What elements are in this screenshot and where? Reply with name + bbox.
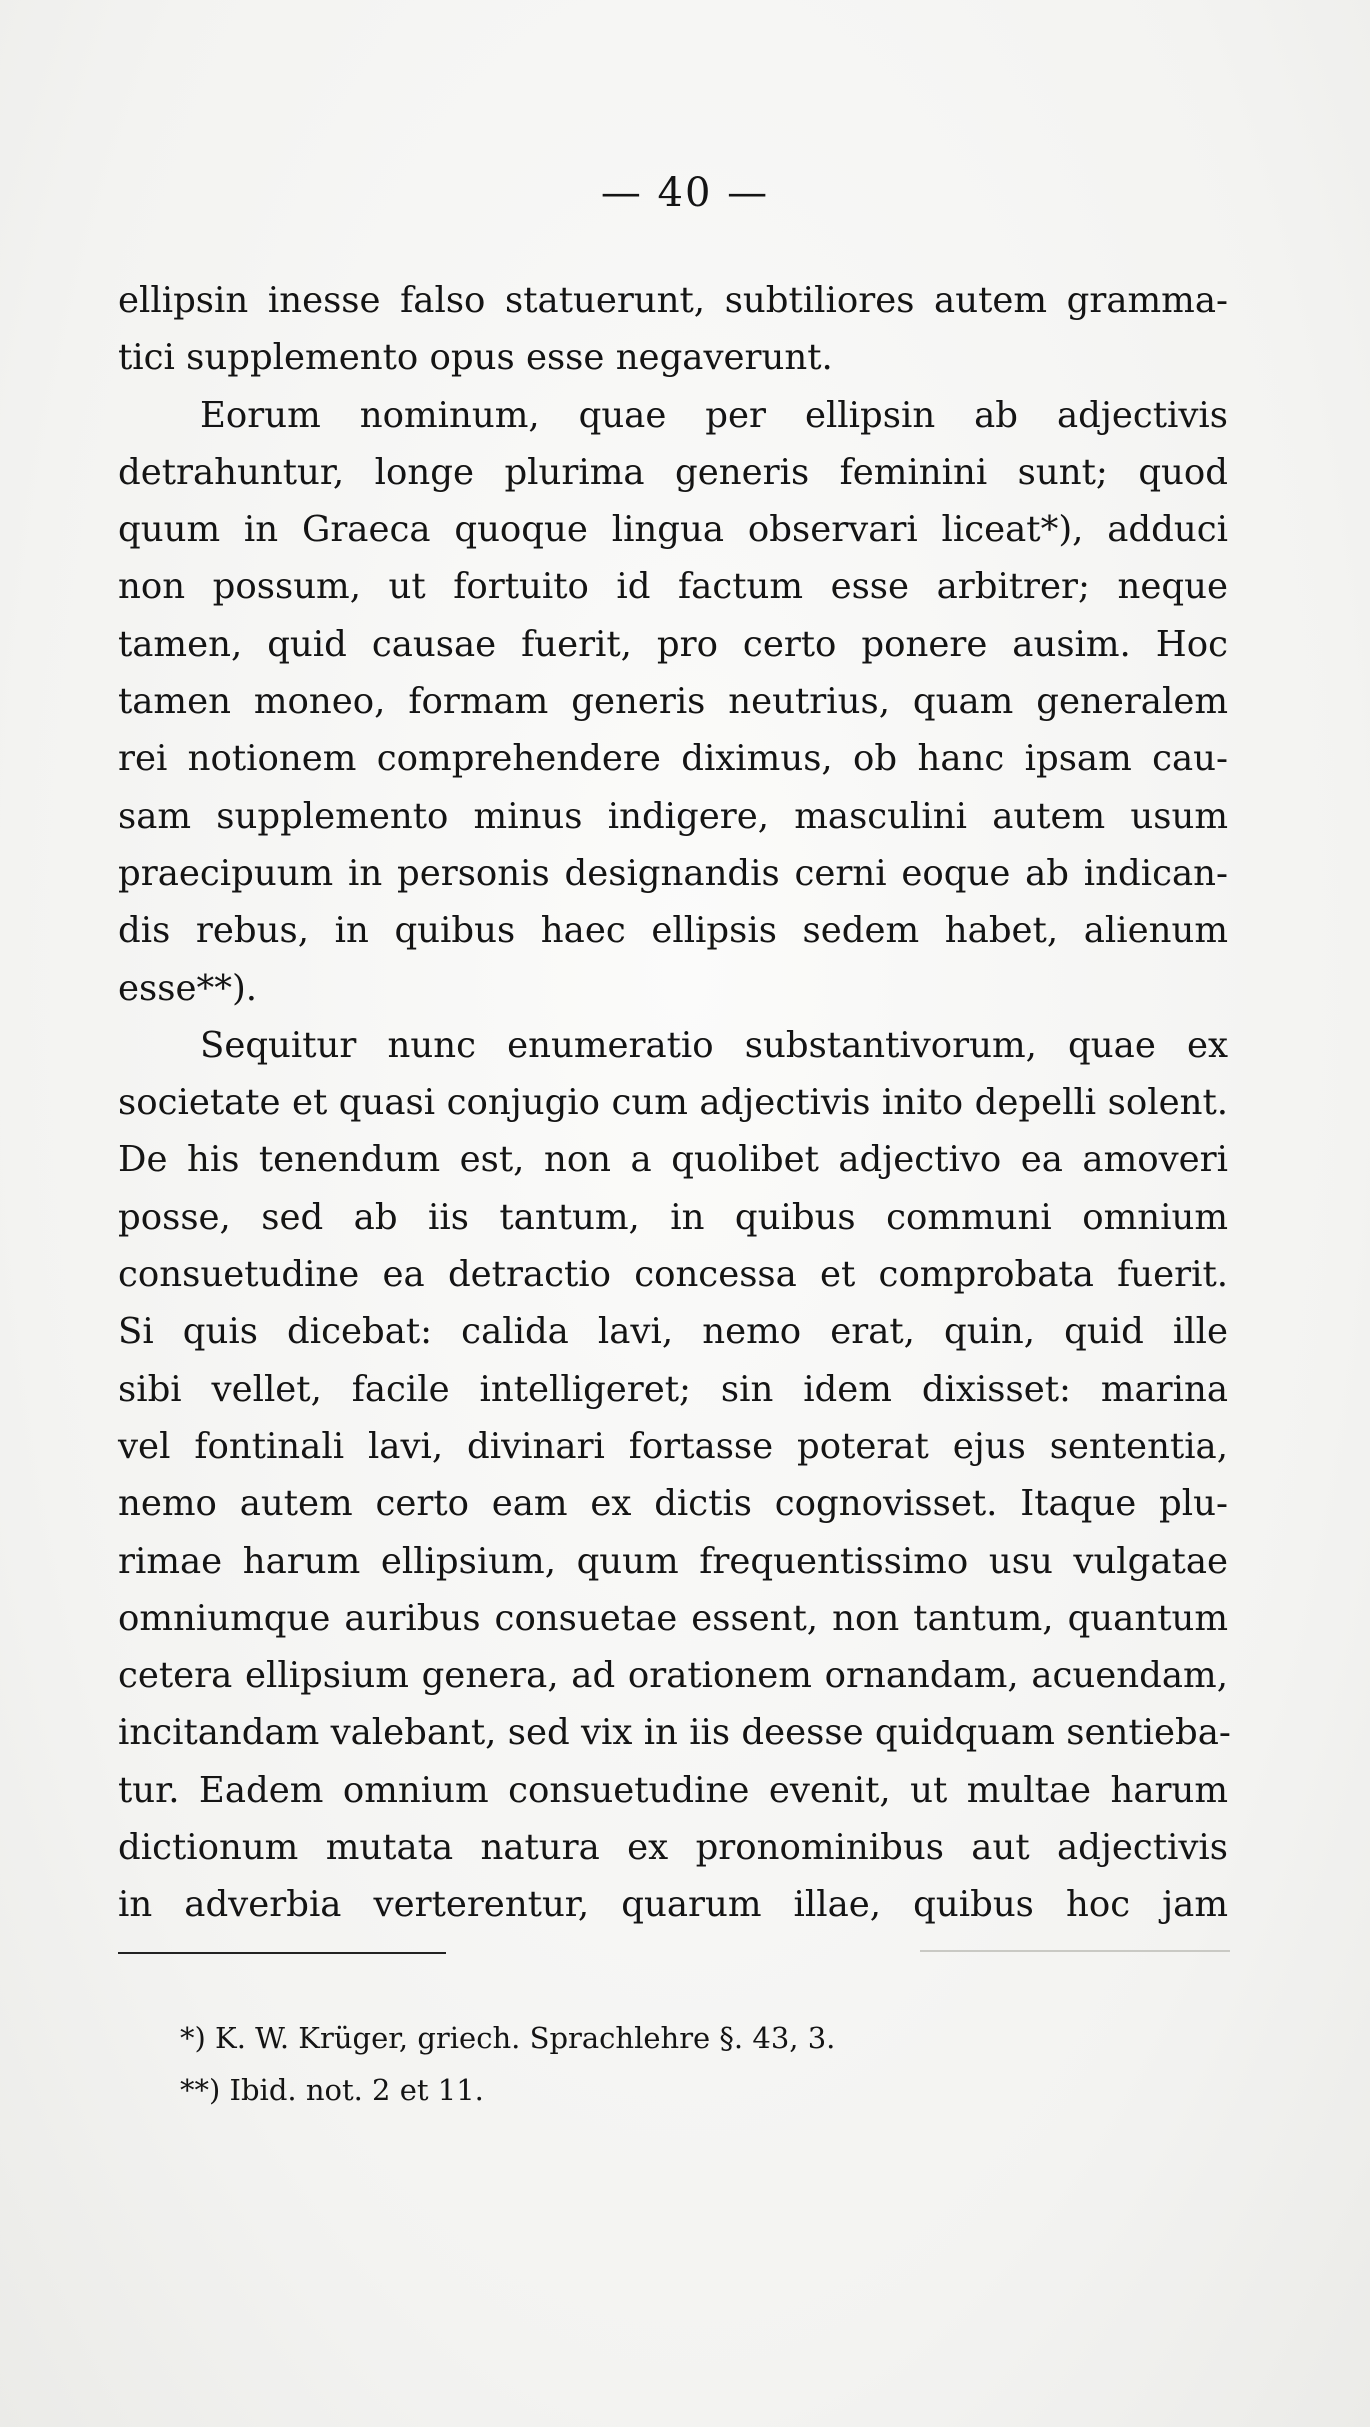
text-line: tici supplemento opus esse negaverunt. [118, 337, 833, 379]
text-line: dictionum mutata natura ex pronominibus aut adjectivis [118, 1827, 1228, 1869]
text-line: detrahuntur, longe plurima generis feminini sunt; quod [118, 451, 1228, 493]
body-text [118, 272, 1231, 1934]
footnotes [180, 2012, 835, 2116]
text-line: posse, sed ab iis tantum, in quibus communi omnium [118, 1196, 1228, 1238]
text-line: incitandam valebant, sed vix in iis deesse quidquam sentieba- [118, 1712, 1231, 1754]
text-line: Si quis dicebat: calida lavi, nemo erat, quin, quid ille [118, 1311, 1228, 1353]
text-line: in adverbia verterentur, quarum illae, quibus hoc jam [118, 1884, 1228, 1926]
text-line: tamen moneo, formam generis neutrius, quam generalem [118, 681, 1228, 723]
text-line: omniumque auribus consuetae essent, non tantum, quantum [118, 1597, 1228, 1639]
text-line: tamen, quid causae fuerit, pro certo ponere ausim. Hoc [118, 623, 1228, 665]
footnote-1: *) K. W. Krüger, griech. Sprachlehre §. 43, 3. [180, 2021, 836, 2055]
text-line: societate et quasi conjugio cum adjectivis inito depelli solent. [118, 1082, 1228, 1124]
text-line: Eorum nominum, quae per ellipsin ab adjectivis [200, 394, 1228, 436]
footnote-2: **) Ibid. not. 2 et 11. [180, 2073, 484, 2107]
text-line: esse**). [118, 967, 258, 1009]
text-line: ellipsin inesse falso statuerunt, subtiliores autem gramma- [118, 280, 1228, 321]
text-line: Sequitur nunc enumeratio substantivorum, quae ex [200, 1024, 1228, 1066]
text-line: De his tenendum est, non a quolibet adjectivo ea amoveri [118, 1139, 1228, 1181]
text-line: tur. Eadem omnium consuetudine evenit, ut multae harum [118, 1769, 1228, 1811]
text-line: quum in Graeca quoque lingua observari liceat*), adduci [118, 509, 1228, 551]
bleed-through-rule [920, 1950, 1230, 1952]
page-number: — 40 — [600, 170, 770, 216]
text-line: nemo autem certo eam ex dictis cognovisset. Itaque plu- [118, 1483, 1228, 1525]
text-line: dis rebus, in quibus haec ellipsis sedem habet, alienum [118, 910, 1228, 952]
text-line: vel fontinali lavi, divinari fortasse poterat ejus sententia, [118, 1425, 1228, 1467]
text-line: rei notionem comprehendere diximus, ob hanc ipsam cau- [118, 738, 1228, 780]
text-line: praecipuum in personis designandis cerni eoque ab indican- [118, 852, 1228, 894]
text-line: rimae harum ellipsium, quum frequentissimo usu vulgatae [118, 1540, 1228, 1582]
text-line: consuetudine ea detractio concessa et comprobata fuerit. [118, 1254, 1228, 1296]
footnote-rule [118, 1952, 446, 1954]
text-line: sam supplemento minus indigere, masculini autem usum [118, 795, 1228, 837]
text-line: non possum, ut fortuito id factum esse arbitrer; neque [118, 566, 1228, 608]
text-line: sibi vellet, facile intelligeret; sin idem dixisset: marina [118, 1368, 1228, 1410]
text-line: cetera ellipsium genera, ad orationem ornandam, acuendam, [118, 1655, 1228, 1697]
